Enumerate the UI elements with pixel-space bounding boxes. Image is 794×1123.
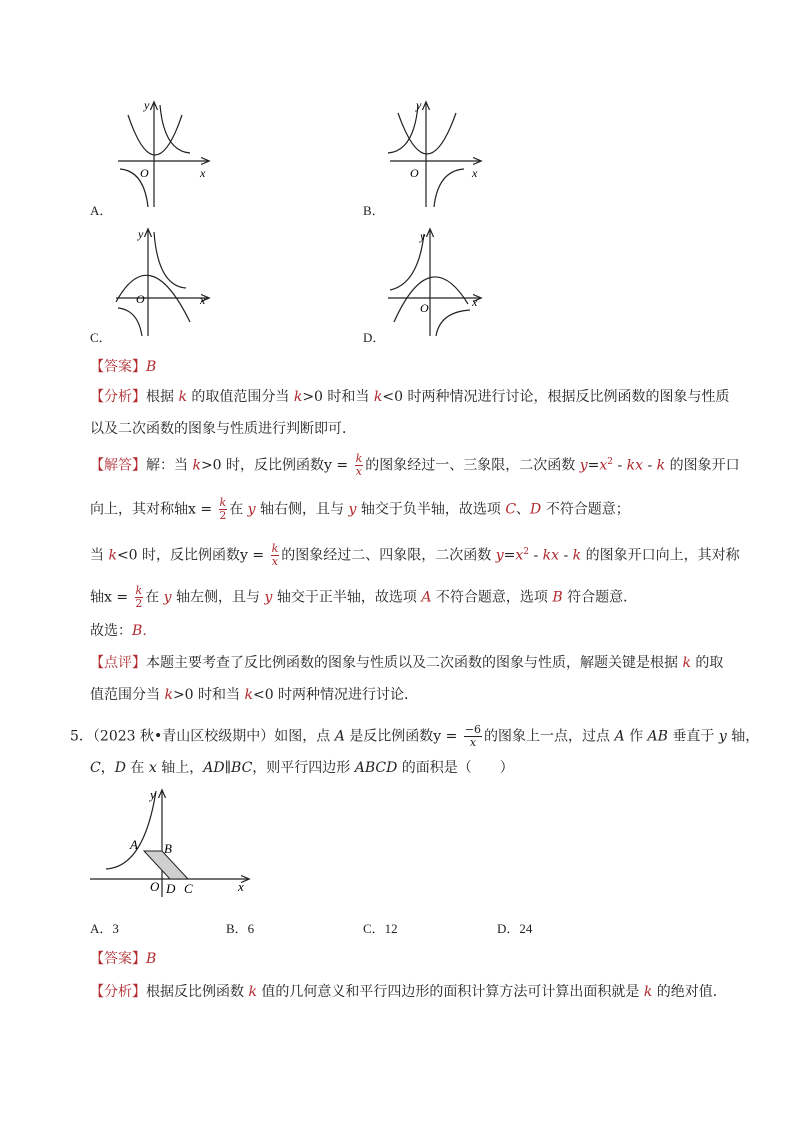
- axis-y-label: y: [420, 229, 426, 243]
- option-c-label: C．: [90, 330, 112, 345]
- comment-tag: 【点评】: [90, 655, 146, 671]
- graph-option-a: [108, 95, 218, 210]
- axis-x-label: x: [200, 166, 206, 180]
- q5-choice-a: A．3: [90, 921, 119, 936]
- option-a-label: A．: [90, 203, 113, 218]
- answer-tag: 【答案】: [90, 951, 146, 967]
- option-d-label: D．: [363, 330, 386, 345]
- axis-x-label: x: [200, 293, 206, 307]
- graph-option-c: [108, 222, 218, 337]
- q5-choice-c: C．12: [363, 921, 398, 936]
- answer-tag: 【答案】: [90, 359, 146, 375]
- q4-analysis-line-1: 【分析】根据 k 的取值范围分当 k>0 时和当 k<0 时两种情况进行讨论，根据反比例函数的图象与性质: [90, 389, 730, 405]
- q4-solution-line-1: 【解答】解：当 k>0 时，反比例函数y = $\frac{k}{x}$ 的图象经过一、三象限，二次函数 $y=x^2$ - kx - k 的图象开口: [90, 452, 740, 479]
- q4-comment-line-1: 【点评】本题主要考查了反比例函数的图象与性质以及二次函数的图象与性质，解题关键是根据 k 的取: [90, 655, 724, 671]
- q4-solution-line-4: 轴x = $\frac{k}{2}$ 在 y 轴左侧，且与 y 轴交于正半轴，故选项 A 不符合题意，选项 B 符合题意．: [90, 584, 638, 610]
- point-c-label: C: [184, 881, 193, 896]
- q5-choice-b: B．6: [226, 921, 255, 936]
- q4-analysis-line-2: 以及二次函数的图象与性质进行判断即可．: [90, 421, 356, 437]
- axis-y-label: y: [150, 787, 156, 802]
- answer-value: B: [146, 951, 157, 967]
- analysis-tag: 【分析】: [90, 984, 146, 1000]
- graph-option-d: [380, 222, 490, 337]
- q5-figure: [88, 785, 258, 900]
- option-b-label: B．: [363, 203, 385, 218]
- q4-comment-line-2: 值范围分当 k>0 时和当 k<0 时两种情况进行讨论．: [90, 687, 419, 703]
- axis-y-label: y: [138, 227, 144, 241]
- q4-solution-line-2: 向上，其对称轴x = $\frac{k}{2}$ 在 y 轴右侧，且与 y 轴交于负半轴，故选项 C、D 不符合题意；: [90, 496, 630, 522]
- origin-label: O: [140, 166, 149, 180]
- q4-solution-line-5: 故选：B．: [90, 623, 157, 639]
- origin-label: O: [410, 166, 419, 180]
- point-d-label: D: [166, 881, 176, 896]
- axis-y-label: y: [416, 98, 422, 112]
- point-a-label: A: [130, 837, 138, 852]
- origin-label: O: [136, 292, 145, 306]
- solution-tag: 【解答】: [90, 457, 146, 474]
- axis-x-label: x: [238, 879, 244, 894]
- axis-y-label: y: [144, 98, 150, 112]
- origin-label: O: [420, 301, 429, 315]
- q5-analysis: 【分析】根据反比例函数 k 值的几何意义和平行四边形的面积计算方法可计算出面积就是 k 的绝对值．: [90, 984, 727, 1000]
- q5-choice-d: D．24: [497, 921, 533, 936]
- q5-stem-line-2: C，D 在 x 轴上，AD∥BC，则平行四边形 ABCD 的面积是（ ）: [90, 760, 514, 776]
- origin-label: O: [150, 879, 160, 894]
- q5-answer: [90, 949, 156, 969]
- q4-answer: [90, 357, 156, 377]
- graph-option-b: [380, 95, 490, 210]
- axis-x-label: x: [472, 166, 478, 180]
- point-b-label: B: [164, 841, 172, 856]
- q4-solution-line-3: 当 k<0 时，反比例函数y = $\frac{k}{x}$ 的图象经过二、四象限，二次函数 $y=x^2$ - kx - k 的图象开口向上，其对称: [90, 542, 740, 569]
- q5-stem-line-1: 5．（2023 秋•青山区校级期中）如图，点 A 是反比例函数y = $\frac{-6}{x}$ 的图象上一点，过点 A 作 AB 垂直于 y 轴，: [70, 723, 760, 749]
- answer-value: B: [146, 359, 157, 375]
- analysis-tag: 【分析】: [90, 389, 146, 405]
- axis-x-label: x: [472, 295, 478, 309]
